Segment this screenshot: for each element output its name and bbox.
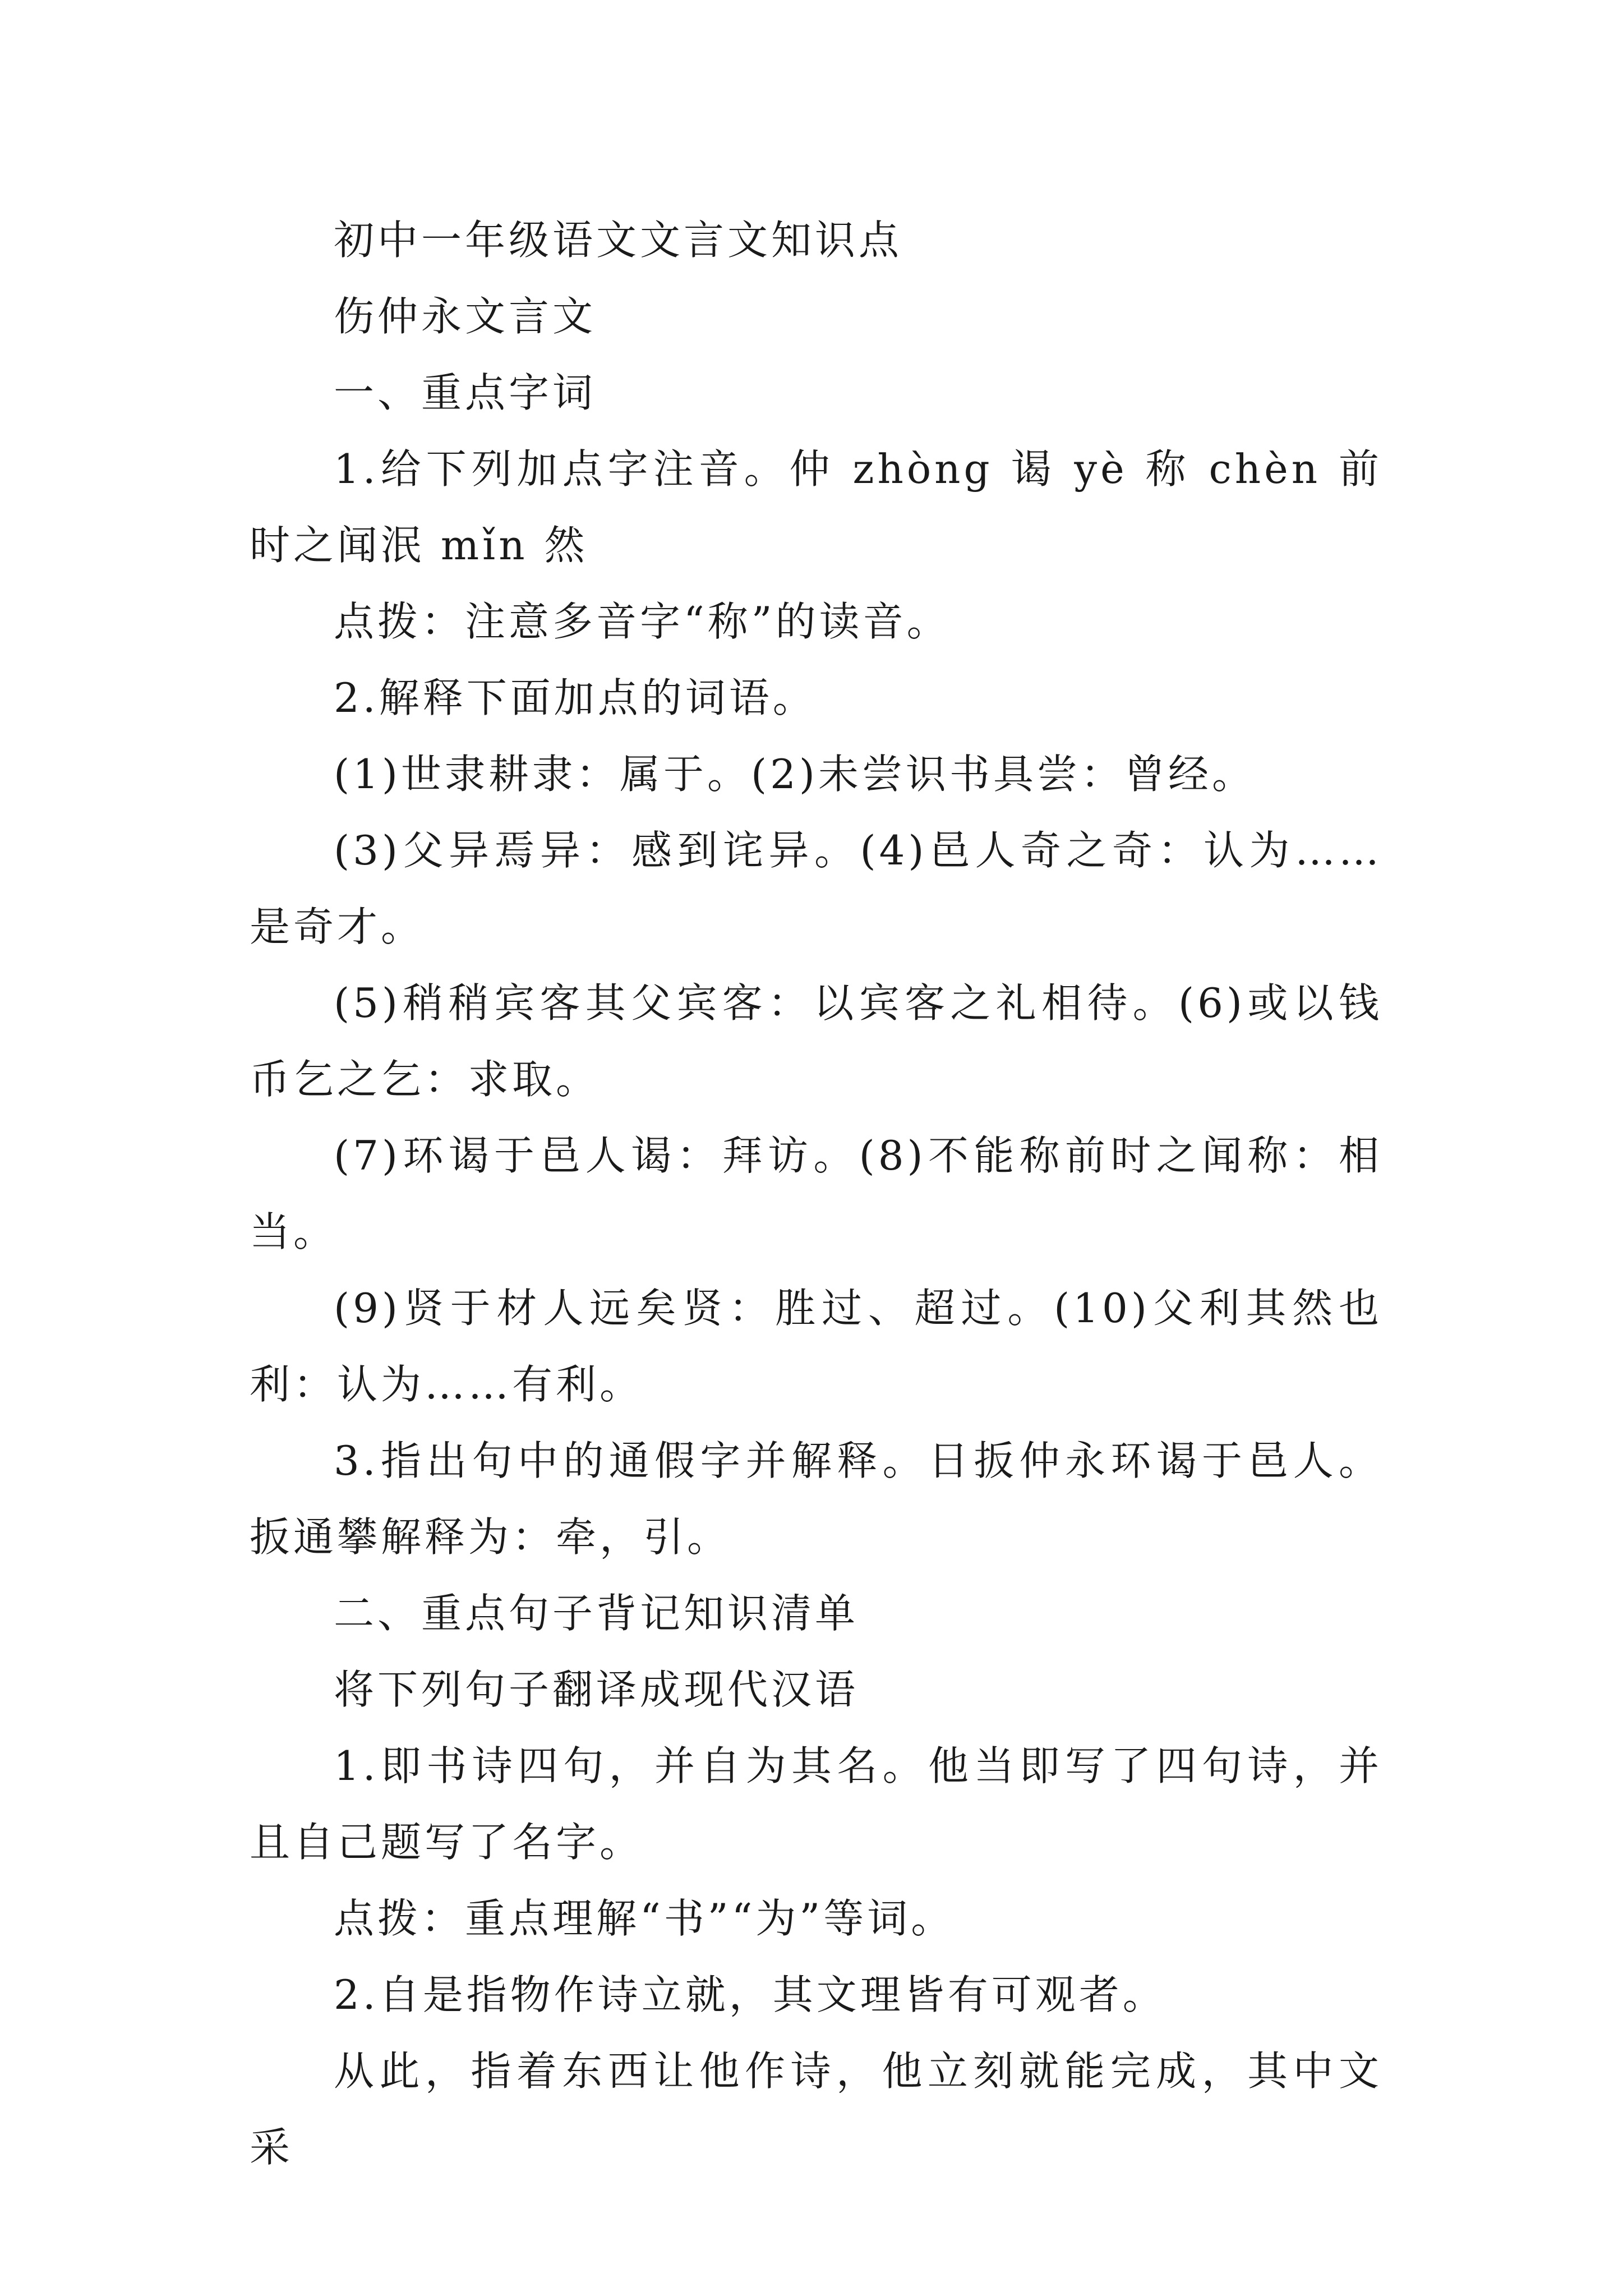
sentence-2-translation: 从此，指着东西让他作诗，他立刻就能完成，其中文采: [250, 2047, 1382, 2171]
document-subtitle: 伤仲永文言文: [334, 293, 597, 340]
section-heading-key-words: 一、重点字词: [334, 369, 597, 416]
section-heading-key-sentences: 二、重点句子背记知识清单: [334, 1590, 859, 1637]
sentence-2: 2.自是指物作诗立就，其文理皆有可观者。: [334, 1971, 1166, 2018]
tip-pinyin: 点拨：注意多音字“称”的读音。: [334, 598, 951, 645]
document-body: [250, 202, 1382, 2185]
word-meaning-items-7-8: (7)环谒于邑人谒：拜访。(8)不能称前时之闻称：相当。: [250, 1132, 1382, 1255]
question-word-meaning: 2.解释下面加点的词语。: [334, 674, 817, 721]
question-variant-character: 3.指出句中的通假字并解释。日扳仲永环谒于邑人。扳通攀解释为：牵，引。: [250, 1437, 1382, 1561]
translation-instruction: 将下列句子翻译成现代汉语: [334, 1666, 859, 1713]
question-pinyin: 1.给下列加点字注音。仲 zhòng 谒 yè 称 chèn 前时之闻泯 mǐn 然: [250, 445, 1382, 569]
word-meaning-items-1-2: (1)世隶耕隶：属于。(2)未尝识书具尝：曾经。: [334, 751, 1256, 798]
word-meaning-items-3-4: (3)父异焉异：感到诧异。(4)邑人奇之奇：认为……是奇才。: [250, 827, 1382, 950]
word-meaning-items-9-10: (9)贤于材人远矣贤：胜过、超过。(10)父利其然也利：认为……有利。: [250, 1285, 1382, 1408]
tip-sentence-1: 点拨：重点理解“书”“为”等词。: [334, 1895, 955, 1942]
sentence-1: 1.即书诗四句，并自为其名。他当即写了四句诗，并且自己题写了名字。: [250, 1742, 1382, 1866]
word-meaning-items-5-6: (5)稍稍宾客其父宾客：以宾客之礼相待。(6)或以钱币乞之乞：求取。: [250, 979, 1382, 1103]
document-title: 初中一年级语文文言文知识点: [334, 217, 903, 264]
